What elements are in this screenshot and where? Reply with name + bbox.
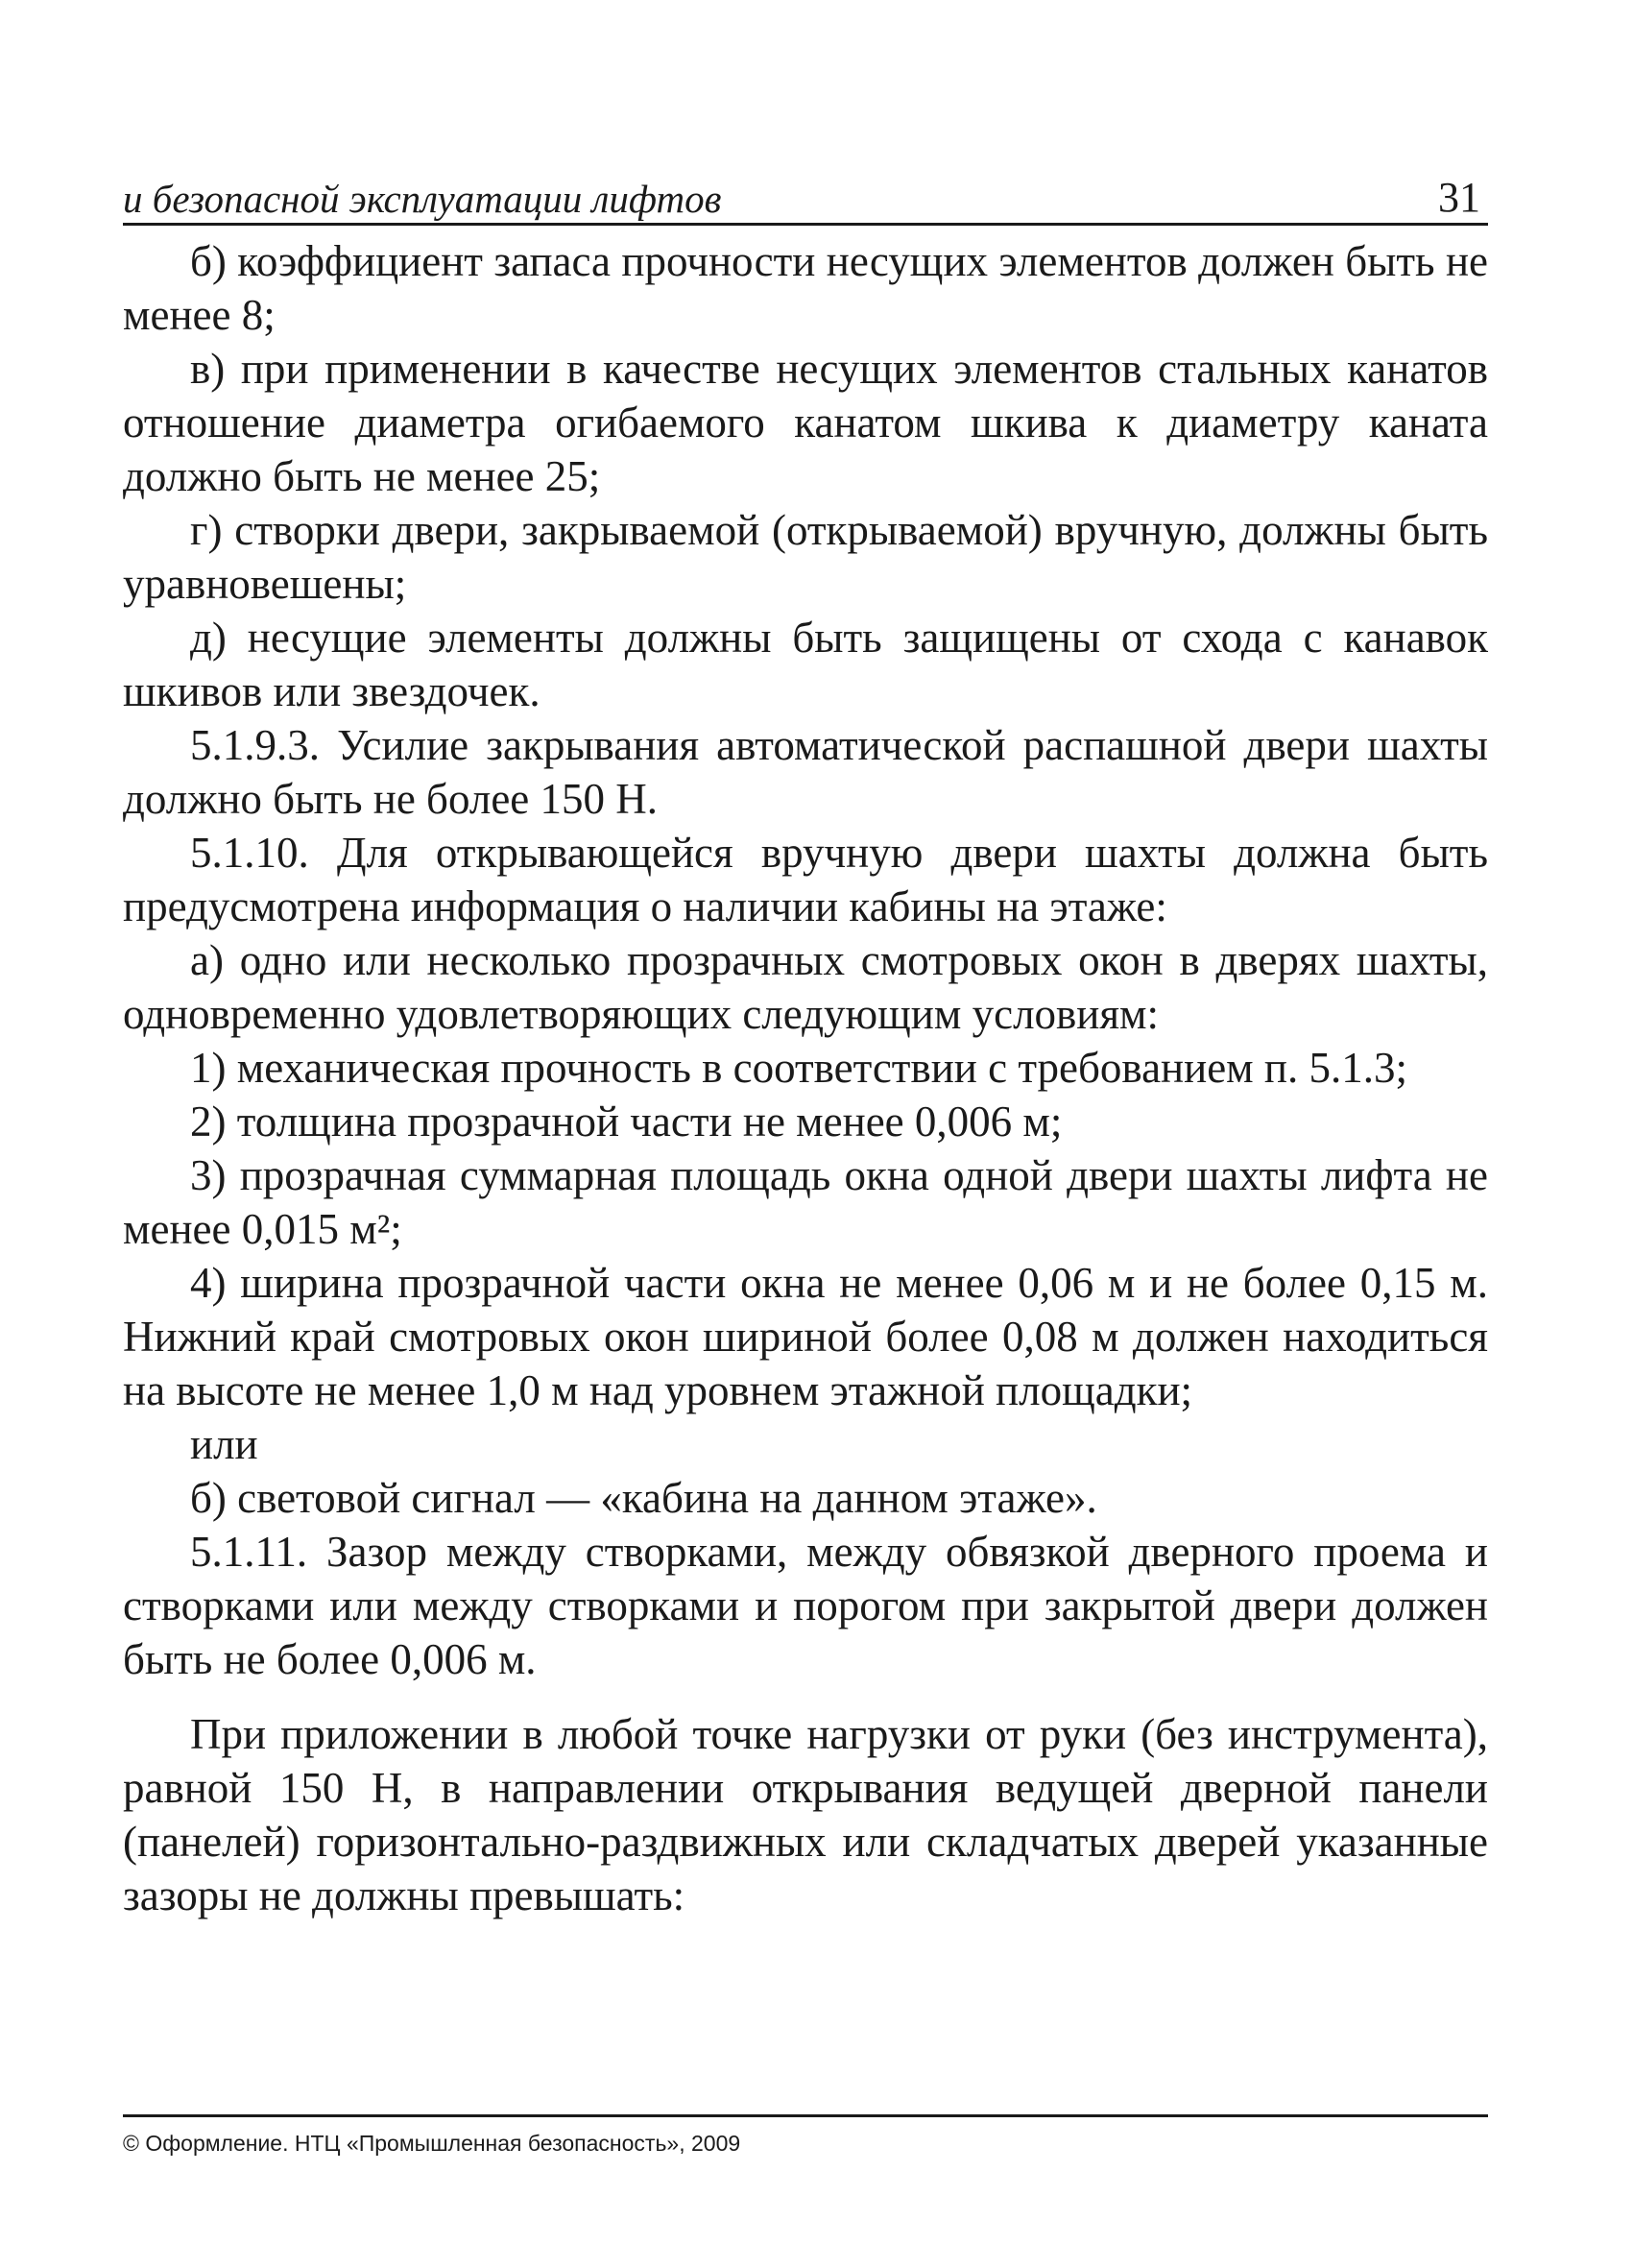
paragraph-condition-3: 3) прозрачная суммарная площадь окна одной двери шахты лифта не менее 0,015 м²; xyxy=(123,1151,1488,1253)
paragraph-5-1-10: 5.1.10. Для открывающейся вручную двери шахты должна быть предусмотрена информация о наличии кабины на этаже: xyxy=(123,829,1488,930)
body-text xyxy=(123,234,1488,1922)
running-title: и безопасной эксплуатации лифтов xyxy=(123,177,722,221)
paragraph-b-safety-factor: б) коэффициент запаса прочности несущих элементов должен быть не менее 8; xyxy=(123,237,1488,339)
page-number: 31 xyxy=(1438,174,1480,221)
copyright-note: © Оформление. НТЦ «Промышленная безопасность», 2009 xyxy=(123,2131,741,2156)
page-header xyxy=(123,165,1488,226)
paragraph-condition-2: 2) толщина прозрачной части не менее 0,006 м; xyxy=(190,1098,1063,1146)
paragraph-condition-4: 4) ширина прозрачной части окна не менее 0,06 м и не более 0,15 м. Нижний край смотровых окон шириной более 0,08 м должен находиться на высоте не менее 1,0 м над уровнем этажной площадки; xyxy=(123,1259,1488,1414)
paragraph-g-door-balance: г) створки двери, закрываемой (открываемой) вручную, должны быть уравновешены; xyxy=(123,506,1488,608)
paragraph-condition-1: 1) механическая прочность в соответствии с требованием п. 5.1.3; xyxy=(190,1044,1407,1092)
paragraph-5-1-9-3: 5.1.9.3. Усилие закрывания автоматической распашной двери шахты должно быть не более 150 Н. xyxy=(123,721,1488,823)
paragraph-b-light-signal: б) световой сигнал — «кабина на данном этаже». xyxy=(190,1474,1097,1522)
paragraph-or: или xyxy=(190,1420,258,1468)
paragraph-a-vision-panels: а) одно или несколько прозрачных смотровых окон в дверях шахты, одновременно удовлетворяющих следующим условиям: xyxy=(123,936,1488,1038)
paragraph-load-gaps: При приложении в любой точке нагрузки от руки (без инструмента), равной 150 Н, в направлении открывания ведущей дверной панели (панелей) горизонтально-раздвижных или складчатых дверей указанные зазоры не должны превышать: xyxy=(123,1710,1488,1919)
paragraph-5-1-11: 5.1.11. Зазор между створками, между обвязкой дверного проема и створками или между створками и порогом при закрытой двери должен быть не более 0,006 м. xyxy=(123,1528,1488,1683)
paragraph-d-sheave-protection: д) несущие элементы должны быть защищены от схода с канавок шкивов или звездочек. xyxy=(123,614,1488,715)
paragraph-v-rope-diameter: в) при применении в качестве несущих элементов стальных канатов отношение диаметра огибаемого канатом шкива к диаметру каната должно быть не менее 25; xyxy=(123,345,1488,500)
page-footer xyxy=(123,2114,1488,2158)
